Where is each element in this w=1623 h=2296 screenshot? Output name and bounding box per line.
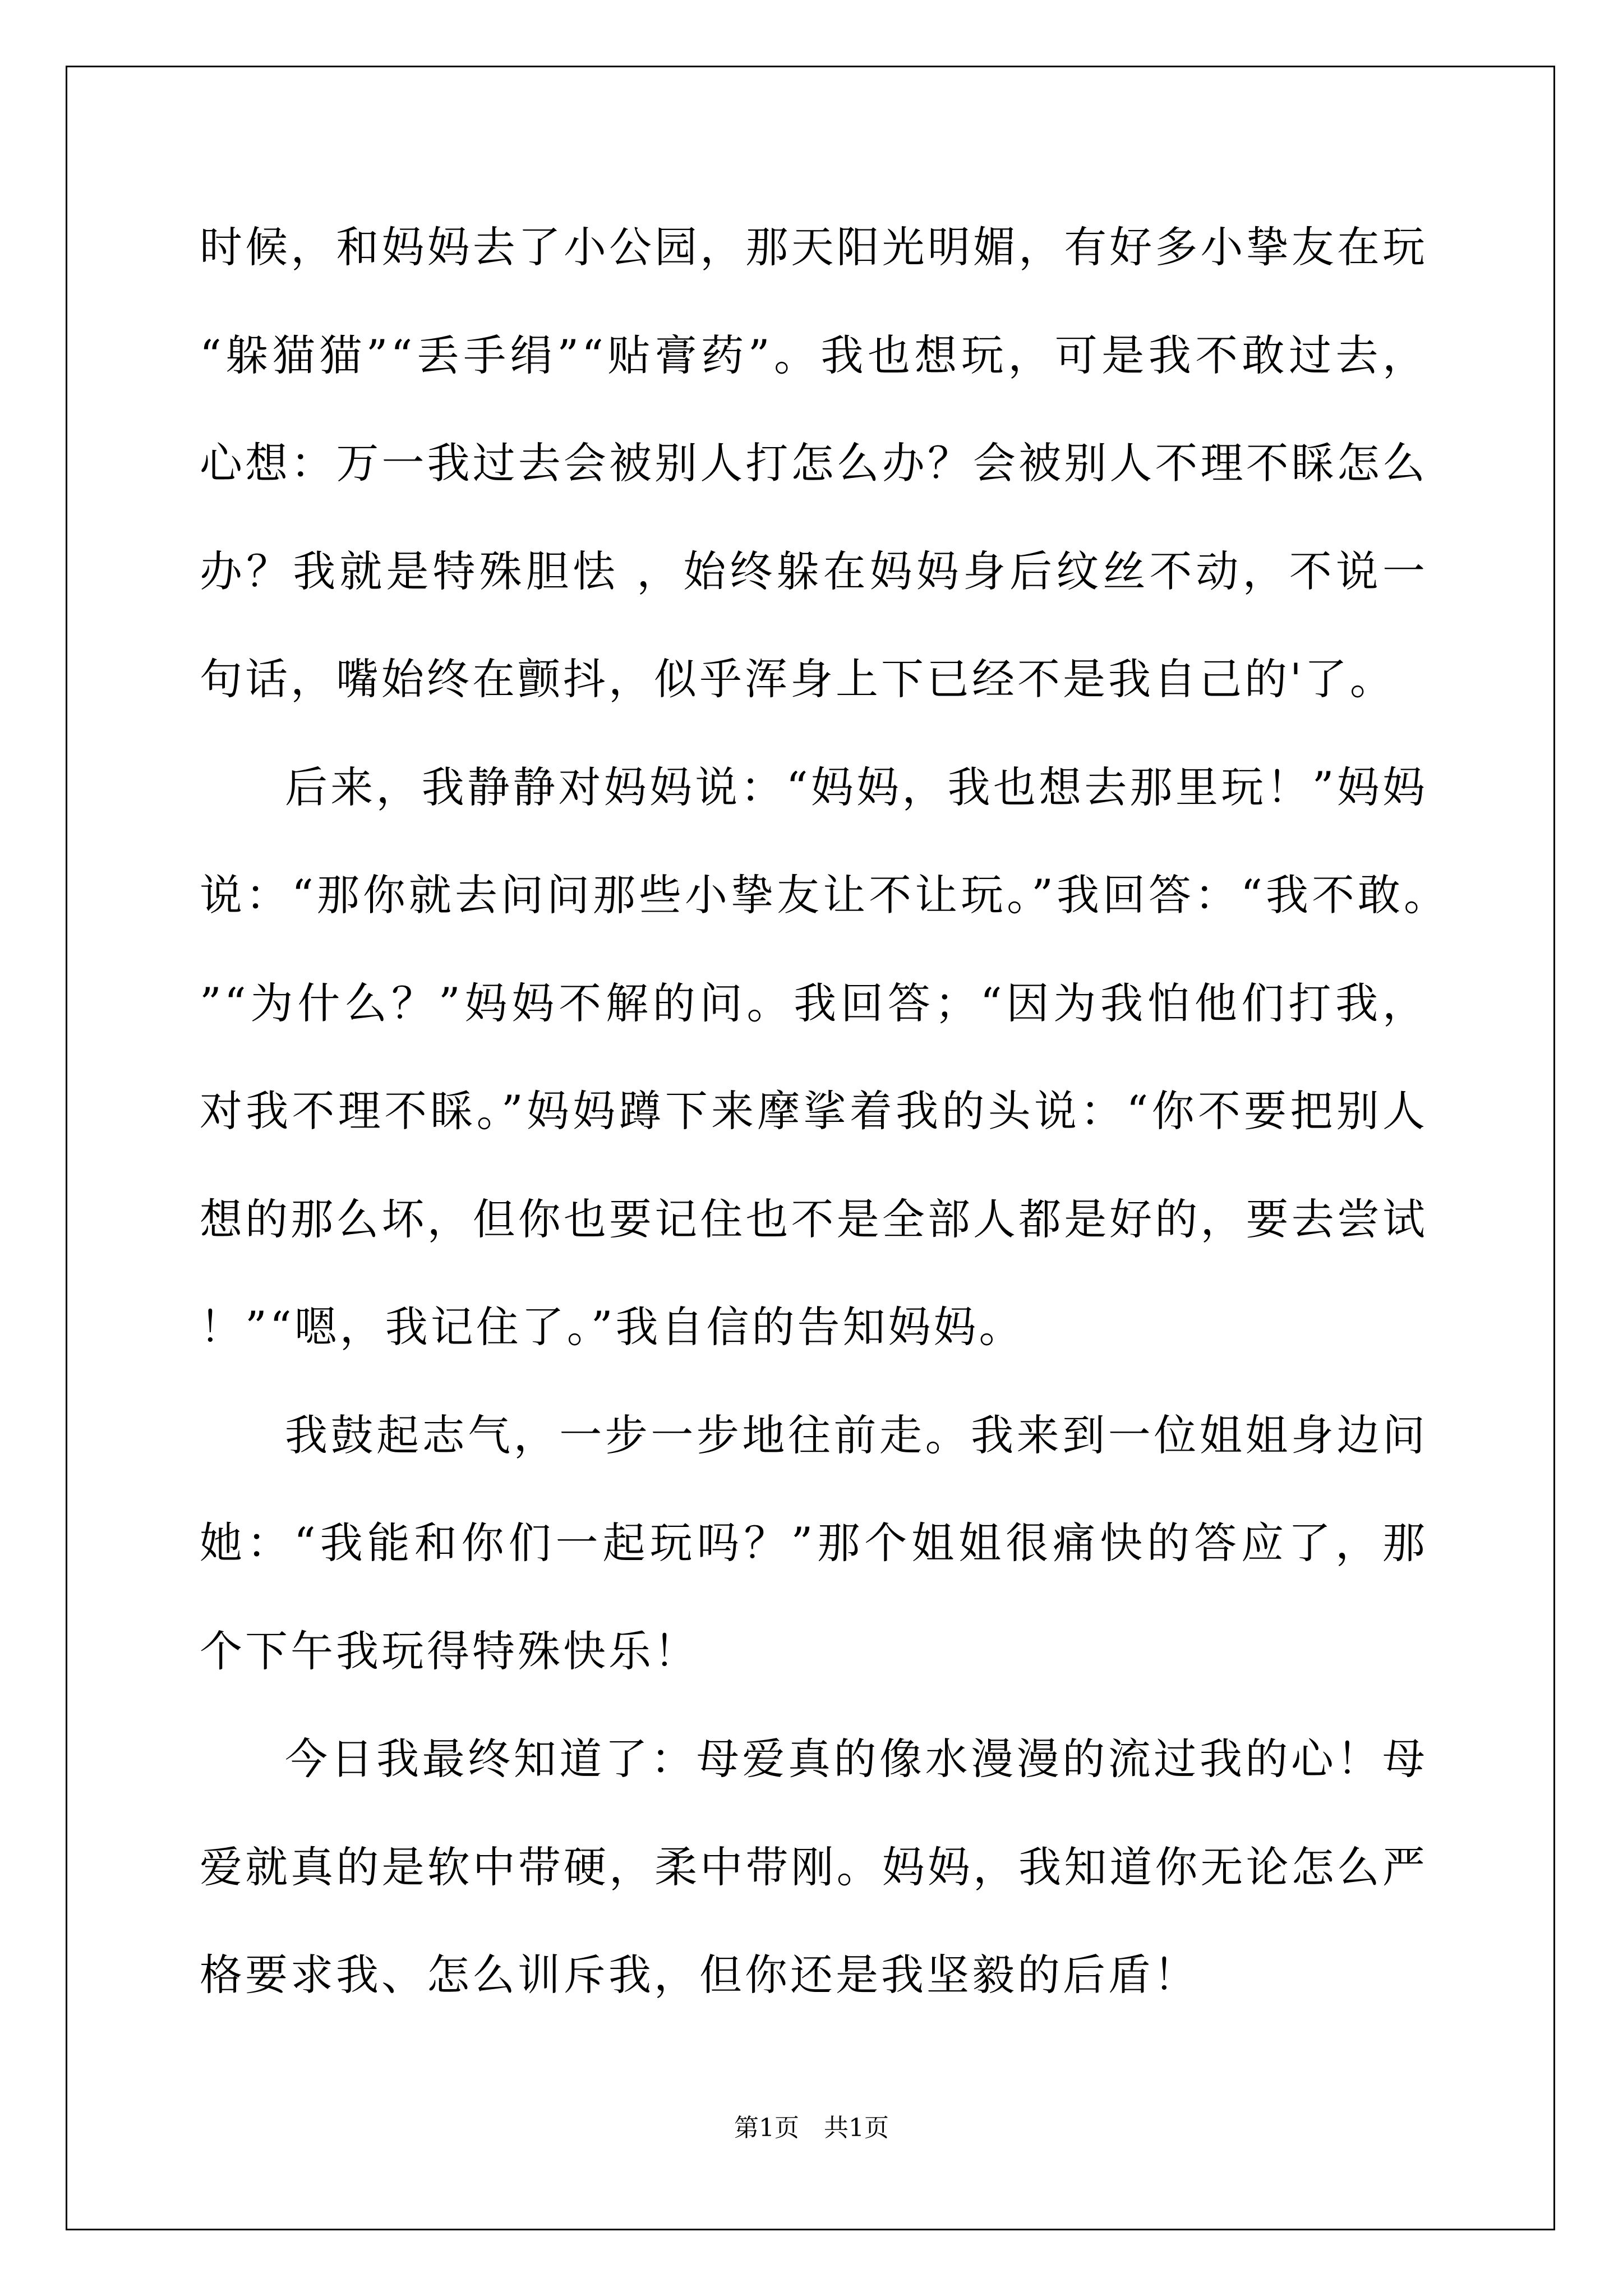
paragraph-3: 我鼓起志气，一步一步地往前走。我来到一位姐姐身边问她：“我能和你们一起玩吗？”那个姐姐很痛快的答应了，那个下午我玩得特殊快乐！ [200,1410,1428,1676]
paragraph-4: 今日我最终知道了：母爱真的像水漫漫的流过我的心！母爱就真的是软中带硬，柔中带刚。妈妈，我知道你无论怎么严格要求我、怎么训斥我，但你还是我坚毅的后盾！ [200,1734,1428,2000]
page-number-footer: 第1页 共1页 [734,2114,889,2142]
document-body [200,194,1428,2030]
paragraph-2: 后来，我静静对妈妈说：“妈妈，我也想去那里玩！”妈妈说：“那你就去问问那些小挚友让不让玩。”我回答：“我不敢。”“为什么？”妈妈不解的问。我回答；“因为我怕他们打我，对我不理不睬。”妈妈蹲下来摩挲着我的头说：“你不要把别人想的那么坏，但你也要记住也不是全部人都是好的，要去尝试！”“嗯，我记住了。”我自信的告知妈妈。 [200,762,1428,1352]
paragraph-1: 时候，和妈妈去了小公园，那天阳光明媚，有好多小挚友在玩“躲猫猫”“丢手绢”“贴膏药”。我也想玩，可是我不敢过去，心想：万一我过去会被别人打怎么办？会被别人不理不睬怎么办？我就是特殊胆怯 ，始终躲在妈妈身后纹丝不动，不说一句话，嘴始终在颤抖，似乎浑身上下已经不是我自己的'了。 [200,222,1428,704]
